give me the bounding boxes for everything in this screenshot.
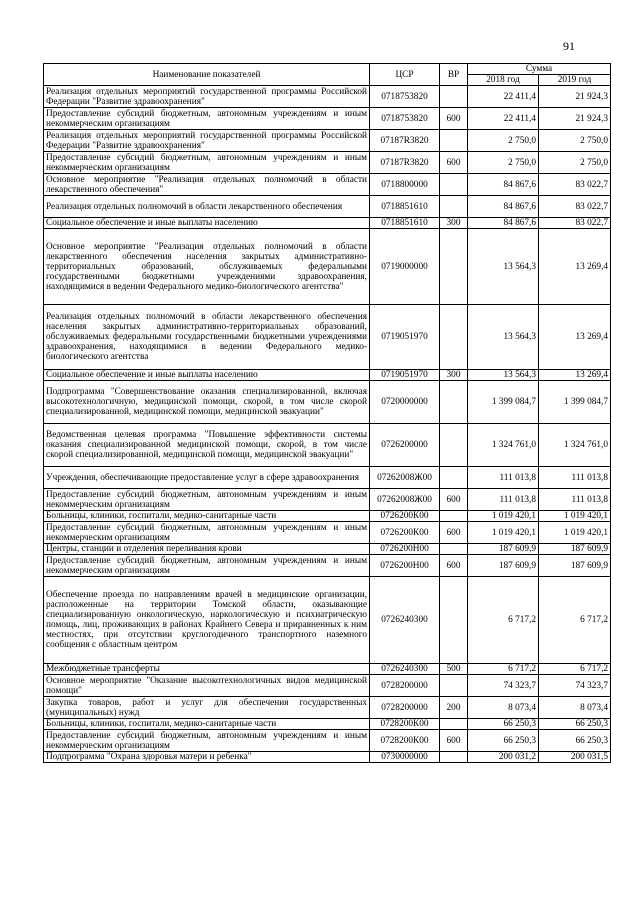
row-name: Основное мероприятие "Оказание высокотехнологичных видов медицинской помощи" <box>44 675 370 697</box>
row-code: 0730000000 <box>370 752 440 763</box>
row-name: Предоставление субсидий бюджетным, автономным учреждениям и иным некоммерческим организациям <box>44 108 370 130</box>
row-value-2019: 8 073,4 <box>539 697 611 719</box>
row-name: Обеспечение проезда по направлениям врачей в медицинские организации, расположенные на территории Томской области, оказывающие специализированную онкологическую, наркологическую и психиатрическую помощь, лиц, проживающих в районах Крайнего Севера и приравненных к ним местностях, при отсутствии круглогодичного транспортного наземного сообщения с областным центром <box>44 577 370 664</box>
row-value-2019: 200 031,5 <box>539 752 611 763</box>
row-value-2018: 187 609,9 <box>468 544 539 555</box>
row-value-2018: 22 411,4 <box>468 86 539 108</box>
row-code: 0719051970 <box>370 305 440 370</box>
row-name: Реализация отдельных мероприятий государственной программы Российской Федерации "Развитие здравоохранения" <box>44 86 370 108</box>
row-value-2018: 13 564,3 <box>468 229 539 305</box>
row-code: 0728200000 <box>370 675 440 697</box>
row-value-2019: 2 750,0 <box>539 130 611 152</box>
row-value-2019: 66 250,3 <box>539 719 611 730</box>
row-vr <box>440 577 468 664</box>
header-sum: Сумма <box>468 64 611 75</box>
row-vr <box>440 467 468 489</box>
table-row <box>44 108 611 130</box>
row-code: 0718851610 <box>370 196 440 218</box>
row-value-2019: 74 323,7 <box>539 675 611 697</box>
row-vr <box>440 381 468 424</box>
row-vr: 600 <box>440 489 468 511</box>
row-vr: 500 <box>440 664 468 675</box>
table-row <box>44 381 611 424</box>
row-value-2019: 6 717,2 <box>539 664 611 675</box>
row-value-2018: 6 717,2 <box>468 664 539 675</box>
header-row <box>44 64 611 75</box>
row-code: 0719000000 <box>370 229 440 305</box>
row-value-2018: 187 609,9 <box>468 555 539 577</box>
table-row <box>44 489 611 511</box>
table-row <box>44 730 611 752</box>
row-vr: 600 <box>440 108 468 130</box>
row-name: Центры, станции и отделения переливания крови <box>44 544 370 555</box>
row-vr <box>440 305 468 370</box>
row-value-2019: 187 609,9 <box>539 544 611 555</box>
row-vr <box>440 752 468 763</box>
header-vr: ВР <box>440 64 468 86</box>
row-name: Основное мероприятие "Реализация отдельных полномочий в области лекарственного обеспечения" <box>44 174 370 196</box>
table-row <box>44 152 611 174</box>
row-code: 0726240300 <box>370 577 440 664</box>
row-name: Социальное обеспечение и иные выплаты населению <box>44 370 370 381</box>
row-value-2018: 84 867,6 <box>468 218 539 229</box>
row-code: 0726240300 <box>370 664 440 675</box>
row-value-2018: 2 750,0 <box>468 130 539 152</box>
row-code: 07262008Ж00 <box>370 489 440 511</box>
row-value-2019: 13 269,4 <box>539 229 611 305</box>
row-value-2019: 13 269,4 <box>539 305 611 370</box>
row-value-2019: 2 750,0 <box>539 152 611 174</box>
row-vr <box>440 424 468 467</box>
row-name: Больницы, клиники, госпитали, медико-санитарные части <box>44 511 370 522</box>
row-value-2019: 21 924,3 <box>539 108 611 130</box>
row-vr: 300 <box>440 370 468 381</box>
row-code: 0718800000 <box>370 174 440 196</box>
row-value-2018: 2 750,0 <box>468 152 539 174</box>
row-value-2018: 200 031,2 <box>468 752 539 763</box>
table-row <box>44 370 611 381</box>
row-name: Подпрограмма "Совершенствование оказания специализированной, включая высокотехнологичную, медицинской помощи, скорой, в том числе скорой специализированной, медицинской помощи, медицинской эвакуации" <box>44 381 370 424</box>
row-code: 0718851610 <box>370 218 440 229</box>
row-value-2018: 13 564,3 <box>468 305 539 370</box>
table-row <box>44 229 611 305</box>
row-vr <box>440 196 468 218</box>
row-vr <box>440 130 468 152</box>
table-row <box>44 544 611 555</box>
table-row <box>44 424 611 467</box>
row-value-2018: 1 019 420,1 <box>468 522 539 544</box>
row-value-2018: 84 867,6 <box>468 174 539 196</box>
row-code: 0720000000 <box>370 381 440 424</box>
row-name: Больницы, клиники, госпитали, медико-санитарные части <box>44 719 370 730</box>
table-row <box>44 174 611 196</box>
row-value-2018: 111 013,8 <box>468 489 539 511</box>
table-row <box>44 555 611 577</box>
row-value-2018: 6 717,2 <box>468 577 539 664</box>
row-vr <box>440 675 468 697</box>
row-value-2019: 6 717,2 <box>539 577 611 664</box>
row-name: Предоставление субсидий бюджетным, автономным учреждениям и иным некоммерческим организациям <box>44 730 370 752</box>
row-code: 0726200Н00 <box>370 555 440 577</box>
row-code: 0726200Н00 <box>370 544 440 555</box>
row-name: Подпрограмма "Охрана здоровья матери и ребенка" <box>44 752 370 763</box>
row-value-2019: 111 013,8 <box>539 489 611 511</box>
row-value-2018: 8 073,4 <box>468 697 539 719</box>
row-code: 0728200К00 <box>370 730 440 752</box>
row-code: 0726200К00 <box>370 522 440 544</box>
row-vr: 600 <box>440 555 468 577</box>
row-value-2018: 1 019 420,1 <box>468 511 539 522</box>
row-name: Предоставление субсидий бюджетным, автономным учреждениям и иным некоммерческим организациям <box>44 522 370 544</box>
row-value-2019: 1 019 420,1 <box>539 522 611 544</box>
row-value-2018: 13 564,3 <box>468 370 539 381</box>
row-vr <box>440 86 468 108</box>
table-row <box>44 511 611 522</box>
row-name: Межбюджетные трансферты <box>44 664 370 675</box>
row-vr <box>440 544 468 555</box>
row-code: 0726200К00 <box>370 511 440 522</box>
row-name: Учреждения, обеспечивающие предоставление услуг в сфере здравоохранения <box>44 467 370 489</box>
row-vr: 200 <box>440 697 468 719</box>
table-row <box>44 697 611 719</box>
row-code: 07187R3820 <box>370 152 440 174</box>
row-value-2018: 84 867,6 <box>468 196 539 218</box>
table-row <box>44 664 611 675</box>
row-value-2018: 22 411,4 <box>468 108 539 130</box>
row-value-2019: 1 399 084,7 <box>539 381 611 424</box>
row-code: 07187R3820 <box>370 130 440 152</box>
table-row <box>44 467 611 489</box>
header-csr: ЦСР <box>370 64 440 86</box>
row-name: Социальное обеспечение и иные выплаты населению <box>44 218 370 229</box>
row-value-2019: 111 013,8 <box>539 467 611 489</box>
row-value-2019: 83 022,7 <box>539 174 611 196</box>
table-row <box>44 196 611 218</box>
row-vr: 300 <box>440 218 468 229</box>
row-value-2019: 13 269,4 <box>539 370 611 381</box>
row-code: 0728200000 <box>370 697 440 719</box>
row-vr <box>440 229 468 305</box>
table-row <box>44 305 611 370</box>
header-2018: 2018 год <box>468 75 539 86</box>
row-code: 0728200К00 <box>370 719 440 730</box>
page-number: 91 <box>563 39 575 53</box>
row-value-2018: 66 250,3 <box>468 719 539 730</box>
row-name: Реализация отдельных полномочий в области лекарственного обеспечения населения закрытых административно-территориальных образований, обслуживаемых федеральными государственными бюджетными учреждениями здравоохранения, находящимися в ведении Федерального медико-биологического агентства <box>44 305 370 370</box>
row-code: 0726200000 <box>370 424 440 467</box>
row-name: Предоставление субсидий бюджетным, автономным учреждениям и иным некоммерческим организациям <box>44 555 370 577</box>
header-name: Наименование показателей <box>44 64 370 86</box>
row-name: Предоставление субсидий бюджетным, автономным учреждениям и иным некоммерческим организациям <box>44 152 370 174</box>
header-2019: 2019 год <box>539 75 611 86</box>
row-value-2019: 83 022,7 <box>539 218 611 229</box>
row-value-2019: 21 924,3 <box>539 86 611 108</box>
row-value-2019: 1 324 761,0 <box>539 424 611 467</box>
row-name: Основное мероприятие "Реализация отдельных полномочий в области лекарственного обеспечения населения закрытых административно-территориальных образований, обслуживаемых федеральными государственными бюджетными учреждениями здравоохранения, находящимися в ведении Федерального медико-биологического агентства" <box>44 229 370 305</box>
row-name: Реализация отдельных мероприятий государственной программы Российской Федерации "Развитие здравоохранения" <box>44 130 370 152</box>
row-vr <box>440 174 468 196</box>
row-value-2018: 1 324 761,0 <box>468 424 539 467</box>
table-row <box>44 752 611 763</box>
row-value-2019: 66 250,3 <box>539 730 611 752</box>
row-value-2018: 66 250,3 <box>468 730 539 752</box>
row-value-2018: 74 323,7 <box>468 675 539 697</box>
table-row <box>44 130 611 152</box>
budget-table <box>43 63 611 763</box>
row-value-2019: 83 022,7 <box>539 196 611 218</box>
row-value-2018: 1 399 084,7 <box>468 381 539 424</box>
row-vr: 600 <box>440 152 468 174</box>
row-code: 0719051970 <box>370 370 440 381</box>
row-value-2019: 187 609,9 <box>539 555 611 577</box>
table-row <box>44 675 611 697</box>
row-vr <box>440 719 468 730</box>
row-code: 0718753820 <box>370 86 440 108</box>
table-row <box>44 719 611 730</box>
row-value-2019: 1 019 420,1 <box>539 511 611 522</box>
row-name: Ведомственная целевая программа "Повышение эффективности системы оказания специализированной медицинской помощи, скорой, в том числе скорой специализированной, медицинской помощи, медицинской эвакуации" <box>44 424 370 467</box>
row-name: Предоставление субсидий бюджетным, автономным учреждениям и иным некоммерческим организациям <box>44 489 370 511</box>
row-code: 07262008Ж00 <box>370 467 440 489</box>
table-row <box>44 577 611 664</box>
row-vr: 600 <box>440 522 468 544</box>
table-row <box>44 522 611 544</box>
table-row <box>44 86 611 108</box>
row-value-2018: 111 013,8 <box>468 467 539 489</box>
row-vr: 600 <box>440 730 468 752</box>
table-row <box>44 218 611 229</box>
row-code: 0718753820 <box>370 108 440 130</box>
row-vr <box>440 511 468 522</box>
row-name: Закупка товаров, работ и услуг для обеспечения государственных (муниципальных) нужд <box>44 697 370 719</box>
row-name: Реализация отдельных полномочий в области лекарственного обеспечения <box>44 196 370 218</box>
